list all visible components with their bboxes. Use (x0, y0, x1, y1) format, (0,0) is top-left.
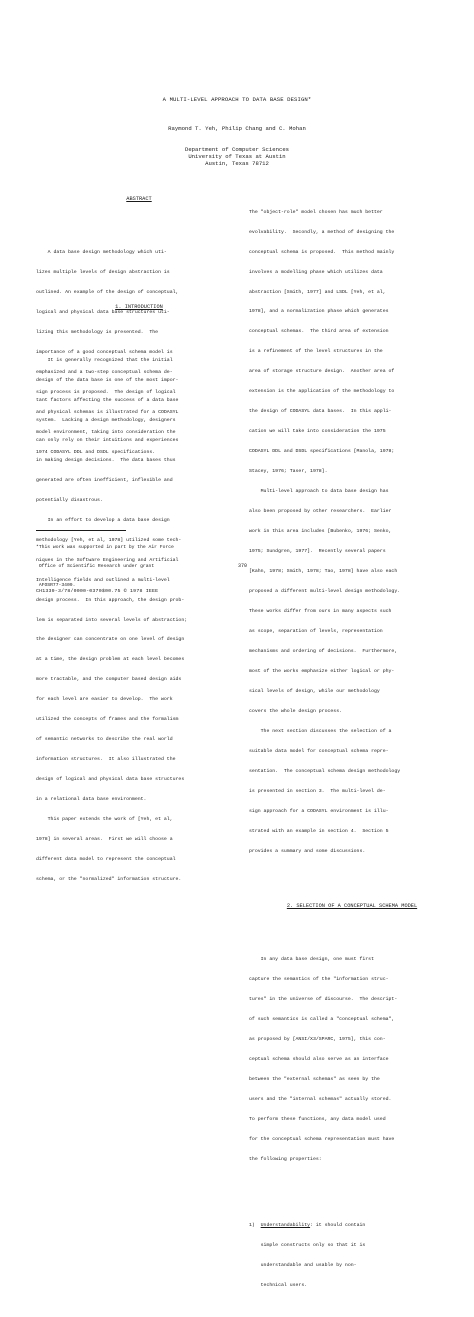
text-line: for the conceptual schema representation must have (249, 1136, 395, 1142)
text-line: niques in the Software Engineering and Artificial (36, 557, 179, 563)
text-line: of semantic networks to describe the real world (36, 737, 173, 743)
text-line: covers the whole design process. (249, 708, 343, 714)
text-line: emphasized and a two-step conceptual schema de- (36, 369, 173, 375)
text-line: outlined. An example of the design of conceptual, (36, 289, 179, 295)
footnote-line: AFOSR77-3409. (36, 582, 76, 588)
text-line: evolvability. Secondly, a method of designing the (249, 229, 395, 235)
text-line: can only rely on their intuitions and experiences (36, 437, 179, 443)
text-line: is presented in section 3. The multi-level de- (249, 788, 386, 794)
text-line: tures" in the universe of discourse. The descript- (249, 996, 398, 1002)
text-line: as scope, separation of levels, representation (249, 628, 383, 634)
text-line: sign approach for a CODASYL environment is illu- (249, 808, 389, 814)
text-line: lizes multiple levels of design abstraction is (36, 269, 170, 275)
text-line: To perform these functions, any data model used (249, 1116, 386, 1122)
author-affiliation (0, 146, 474, 168)
text-line: capture the semantics of the "information struc- (249, 976, 389, 982)
text-line: design of logical and physical data base structures (36, 777, 185, 783)
list-item-text: : it should contain (310, 1223, 366, 1229)
text-line: logical and physical data base structures uti- (36, 309, 170, 315)
introduction-heading: 1. INTRODUCTION (115, 304, 163, 311)
text-line: Multi-level approach to data base design has (249, 489, 389, 495)
text-line: in making design decisions. The data bases thus (36, 457, 176, 463)
affiliation-line: University of Texas at Austin (188, 153, 286, 161)
text-line: provides a summary and some discussions. (249, 848, 366, 854)
paper-title: A MULTI-LEVEL APPROACH TO DATA BASE DESIGN* (162, 96, 312, 103)
text-line: schema, or the "normalized" information structure. (36, 877, 182, 883)
publication-code: CH1339-3/78/0000-0370$00.75 © 1978 IEEE (36, 589, 159, 594)
text-line: strated with an example in section 4. Section 5 (249, 828, 389, 834)
paper-authors: Raymond T. Yeh, Philip Chang and C. Mohan (168, 125, 306, 132)
text-line: lizing this methodology is presented. The (36, 329, 159, 335)
text-line: involves a modelling phase which utilizes data (249, 269, 383, 275)
text-line: also been proposed by other researchers. Earlier (249, 509, 392, 515)
text-line: conceptual schemas. The third area of extension (249, 329, 389, 335)
text-line: potentially disastrous. (36, 497, 103, 503)
text-line: of such semantics is called a "conceptual schema", (249, 1016, 395, 1022)
footnote-line: *This work was supported in part by the Air Force (36, 545, 174, 551)
text-line: in a relational data base environment. (36, 797, 147, 803)
text-line: understandable and usable by non- (249, 1263, 357, 1269)
text-line: sign process is proposed. The design of logical (36, 389, 176, 395)
text-line: In an effort to develop a data base design (36, 517, 170, 523)
text-line: 1978], and a normalization phase which generates (249, 309, 389, 315)
text-line: system. Lacking a design methodology, designers (36, 417, 176, 423)
text-line: ceptual schema should also serve as an interface (249, 1056, 389, 1062)
text-line: and physical schemas is illustrated for a CODASYL (36, 409, 179, 415)
text-line: lem is separated into several levels of abstraction; (36, 617, 188, 623)
text-line: design of the data base is one of the most impor- (36, 377, 179, 383)
text-line: design process. In this approach, the design prob- (36, 597, 185, 603)
introduction-continued (249, 196, 455, 868)
abstract-heading: ABSTRACT (126, 196, 152, 203)
text-line: [Kahn, 1978; Smith, 1978; Tao, 1978] have also each (249, 569, 398, 575)
text-line: The "object-role" model chosen has much better (249, 209, 383, 215)
text-line: utilized the concepts of frames and the formalism (36, 717, 179, 723)
text-line: between the "external schemas" as seen by the (249, 1076, 380, 1082)
text-line: most of the works emphasize either logical or phy- (249, 668, 395, 674)
text-line: abstraction [Smith, 1977] and LSDL [Yeh, et al, (249, 289, 386, 295)
text-line: different data model to represent the conceptual (36, 857, 176, 863)
footnote-line: Office of Scientific Research under grant (36, 564, 155, 570)
text-line: sentation. The conceptual schema design methodology (249, 768, 401, 774)
affiliation-line: Austin, Texas 78712 (205, 160, 269, 168)
text-line: suitable data model for conceptual schema repre- (249, 748, 389, 754)
text-line: A data base design methodology which uti- (36, 249, 167, 255)
text-line: proposed a different multi-level design methodology. (249, 589, 401, 595)
text-line: sical levels of design, while our methodology (249, 688, 380, 694)
footnote-divider (36, 530, 126, 531)
introduction-body (36, 345, 242, 897)
text-line: more tractable, and the computer based design aids (36, 677, 182, 683)
text-line: generated are often inefficient, inflexible and (36, 477, 173, 483)
text-line: simple constructs only so that it is (249, 1243, 366, 1249)
text-line: as proposed by [ANSI/X3/SPARC, 1975], this con- (249, 1036, 386, 1042)
text-line: extension is the application of the methodology to (249, 389, 395, 395)
text-line: information structures. It also illustrated the (36, 757, 176, 763)
text-line: the design of CODASYL data bases. In this appli- (249, 409, 392, 415)
section2-heading: 2. SELECTION OF A CONCEPTUAL SCHEMA MODEL (286, 903, 418, 910)
text-line: users and the "internal schemas" actually stored. (249, 1096, 392, 1102)
text-line: the following properties: (249, 1156, 322, 1162)
text-line: It is generally recognized that the initial (36, 357, 173, 363)
text-line: methodology [Yeh, et al, 1978] utilized some tech- (36, 537, 182, 543)
list-item-term: Understandability (260, 1223, 311, 1229)
text-line: is a refinement of the level structures in the (249, 349, 383, 355)
affiliation-line: Department of Computer Sciences (184, 146, 290, 153)
text-line: model environment, taking into consideration the (36, 429, 176, 435)
text-line: work in this area includes [Bubenko, 1976; Senko, (249, 529, 392, 535)
list-item-label: 1) (249, 1223, 261, 1229)
text-line: conceptual schema is proposed. This method mainly (249, 249, 395, 255)
text-line: 1978] in several areas. First we will choose a (36, 837, 173, 843)
text-line: This paper extends the work of [Yeh, et al, (36, 817, 173, 823)
list-item-first-line (249, 1223, 455, 1230)
text-line: the designer can concentrate on one level of design (36, 637, 185, 643)
text-line: importance of a good conceptual schema model is (36, 349, 173, 355)
text-line: at a time, the design problem at each level becomes (36, 657, 185, 663)
text-line: 1975; Sundgren, 1977]. Recently several papers (249, 549, 386, 555)
text-line: technical users. (249, 1283, 308, 1289)
text-line: mechanisms and ordering of decisions. Furthermore, (249, 648, 398, 654)
text-line: Stacey, 1976; Taser, 1978]. (249, 469, 328, 475)
section2-body (249, 944, 455, 1177)
page-number: 370 (238, 563, 248, 569)
property-list-item (249, 1210, 455, 1303)
text-line: tant factors affecting the success of a data base (36, 397, 179, 403)
text-line: 1974 CODASYL DDL and DSDL specifications. (36, 449, 156, 455)
text-line: CODASYL DDL and DSDL specifications [Manola, 1978; (249, 449, 395, 455)
text-line: area of storage structure design. Another area of (249, 369, 395, 375)
text-line: In any data base design, one must first (249, 956, 374, 962)
text-line: These works differ from ours in many aspects such (249, 609, 392, 614)
text-line: cation we will take into consideration the 1975 (249, 429, 386, 435)
text-line: Intelligence fields and outlined a multi-level (36, 577, 170, 583)
text-line: for each level are easier to develop. The work (36, 697, 173, 703)
text-line: The next section discusses the selection of a (249, 728, 392, 734)
right-column (249, 183, 455, 1317)
